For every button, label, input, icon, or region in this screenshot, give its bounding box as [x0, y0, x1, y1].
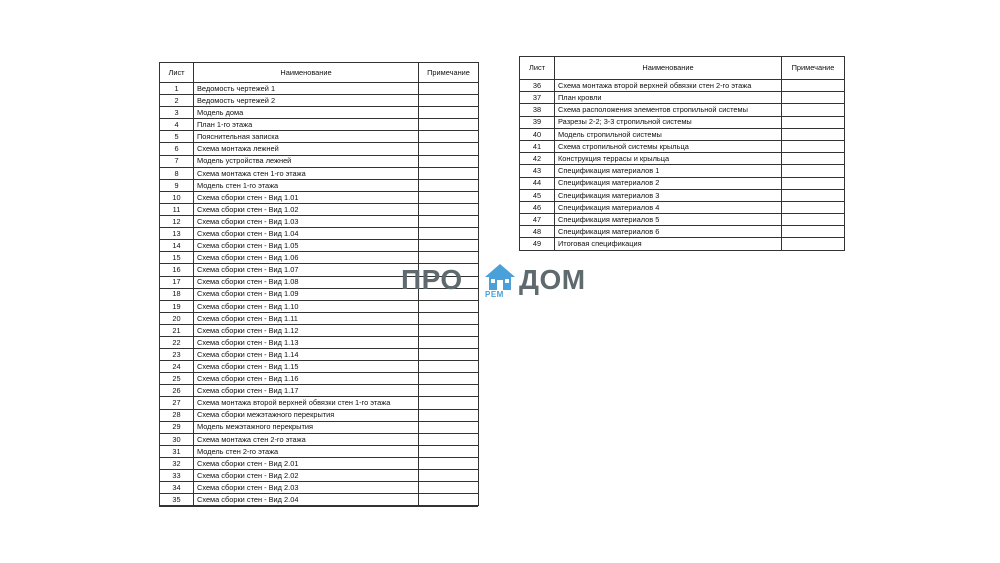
table-row: [520, 128, 845, 140]
sheet-name-cell: Схема монтажа второй верхней обвязки стен 1-го этажа: [194, 397, 419, 409]
sheet-note-cell: [419, 143, 479, 155]
sheet-note-cell: [419, 361, 479, 373]
sheet-note-cell: [419, 95, 479, 107]
sheet-note-cell: [419, 470, 479, 482]
table-row: [160, 216, 479, 228]
sheet-note-cell: [419, 457, 479, 469]
sheet-name-cell: Модель дома: [194, 107, 419, 119]
sheet-number-cell: 27: [160, 397, 194, 409]
sheet-number-cell: 9: [160, 179, 194, 191]
sheet-number-cell: 1: [160, 83, 194, 95]
sheet-number-cell: 22: [160, 336, 194, 348]
sheet-name-cell: План 1-го этажа: [194, 119, 419, 131]
sheet-name-cell: Модель стен 1-го этажа: [194, 179, 419, 191]
sheet-number-cell: 43: [520, 165, 555, 177]
sheet-number-cell: 7: [160, 155, 194, 167]
sheet-name-cell: Схема сборки стен - Вид 1.14: [194, 349, 419, 361]
sheet-number-cell: 29: [160, 421, 194, 433]
sheet-name-cell: Схема сборки стен - Вид 1.01: [194, 191, 419, 203]
table-header-row: [520, 57, 845, 80]
sheet-name-cell: Спецификация материалов 1: [555, 165, 782, 177]
sheet-number-cell: 10: [160, 191, 194, 203]
sheet-name-cell: Ведомость чертежей 2: [194, 95, 419, 107]
table-row: [520, 104, 845, 116]
sheet-name-cell: Схема сборки стен - Вид 1.13: [194, 336, 419, 348]
sheet-number-cell: 35: [160, 494, 194, 506]
table-row: [160, 324, 479, 336]
table-row: [160, 445, 479, 457]
sheet-note-cell: [419, 445, 479, 457]
sheet-number-cell: 16: [160, 264, 194, 276]
table-row: [160, 336, 479, 348]
sheet-number-cell: 37: [520, 92, 555, 104]
sheet-name-cell: Конструкция террасы и крыльца: [555, 153, 782, 165]
sheet-name-cell: Схема монтажа лежней: [194, 143, 419, 155]
sheet-number-cell: 33: [160, 470, 194, 482]
sheet-name-cell: Схема сборки стен - Вид 1.09: [194, 288, 419, 300]
sheet-number-cell: 18: [160, 288, 194, 300]
sheet-note-cell: [782, 80, 845, 92]
sheet-name-cell: Схема сборки стен - Вид 2.02: [194, 470, 419, 482]
sheet-name-cell: Схема сборки стен - Вид 1.08: [194, 276, 419, 288]
sheet-note-cell: [419, 83, 479, 95]
sheet-note-cell: [419, 216, 479, 228]
sheet-note-cell: [419, 312, 479, 324]
sheet-note-cell: [419, 373, 479, 385]
sheet-note-cell: [419, 349, 479, 361]
sheet-number-cell: 5: [160, 131, 194, 143]
table-row: [520, 80, 845, 92]
sheet-note-cell: [782, 177, 845, 189]
header-note: Примечание: [419, 63, 479, 83]
table-row: [160, 228, 479, 240]
sheet-name-cell: Схема стропильной системы крыльца: [555, 140, 782, 152]
sheet-note-cell: [419, 191, 479, 203]
table-row: [160, 107, 479, 119]
sheet-name-cell: Схема монтажа стен 2-го этажа: [194, 433, 419, 445]
sheet-note-cell: [419, 494, 479, 506]
sheet-note-cell: [782, 104, 845, 116]
table-row: [160, 349, 479, 361]
table-body-right: [520, 80, 845, 251]
sheet-number-cell: 48: [520, 226, 555, 238]
sheet-number-cell: 25: [160, 373, 194, 385]
table-row: [160, 361, 479, 373]
sheet-number-cell: 26: [160, 385, 194, 397]
sheet-note-cell: [782, 201, 845, 213]
sheet-number-cell: 24: [160, 361, 194, 373]
table-row: [520, 238, 845, 250]
sheet-number-cell: 32: [160, 457, 194, 469]
sheet-note-cell: [419, 324, 479, 336]
sheet-note-cell: [419, 409, 479, 421]
header-name: Наименование: [555, 57, 782, 80]
sheet-number-cell: 23: [160, 349, 194, 361]
sheet-name-cell: Схема сборки стен - Вид 1.06: [194, 252, 419, 264]
table-row: [520, 214, 845, 226]
sheet-number-cell: 14: [160, 240, 194, 252]
sheet-note-cell: [782, 128, 845, 140]
sheet-number-cell: 46: [520, 201, 555, 213]
table-row: [160, 397, 479, 409]
sheet-name-cell: Схема сборки стен - Вид 1.10: [194, 300, 419, 312]
sheet-number-cell: 4: [160, 119, 194, 131]
sheet-note-cell: [782, 165, 845, 177]
table-row: [160, 385, 479, 397]
table-row: [160, 470, 479, 482]
sheet-number-cell: 20: [160, 312, 194, 324]
house-icon: [483, 262, 517, 292]
sheet-number-cell: 34: [160, 482, 194, 494]
table-row: [160, 457, 479, 469]
table-row: [520, 226, 845, 238]
sheet-name-cell: Схема сборки стен - Вид 1.07: [194, 264, 419, 276]
header-note: Примечание: [782, 57, 845, 80]
sheet-note-cell: [782, 92, 845, 104]
table-header-row: [160, 63, 479, 83]
sheet-name-cell: Схема сборки стен - Вид 1.11: [194, 312, 419, 324]
sheet-note-cell: [419, 107, 479, 119]
sheet-number-cell: 15: [160, 252, 194, 264]
sheet-note-cell: [419, 167, 479, 179]
table-row: [520, 140, 845, 152]
table-row: [160, 131, 479, 143]
table-row: [520, 92, 845, 104]
sheet-note-cell: [419, 433, 479, 445]
logo-text-rem: РЕМ: [485, 290, 504, 299]
sheet-note-cell: [782, 189, 845, 201]
table-row: [160, 203, 479, 215]
sheet-number-cell: 39: [520, 116, 555, 128]
sheet-name-cell: Спецификация материалов 5: [555, 214, 782, 226]
sheet-name-cell: Схема сборки стен - Вид 1.12: [194, 324, 419, 336]
sheet-number-cell: 11: [160, 203, 194, 215]
sheet-name-cell: План кровли: [555, 92, 782, 104]
table-row: [160, 179, 479, 191]
sheet-number-cell: 47: [520, 214, 555, 226]
sheet-name-cell: Модель устройства лежней: [194, 155, 419, 167]
sheet-note-cell: [419, 300, 479, 312]
sheet-number-cell: 17: [160, 276, 194, 288]
table-row: [160, 83, 479, 95]
table-row: [160, 155, 479, 167]
sheet-name-cell: Итоговая спецификация: [555, 238, 782, 250]
sheet-note-cell: [782, 116, 845, 128]
sheet-number-cell: 3: [160, 107, 194, 119]
table-row: [160, 191, 479, 203]
sheet-number-cell: 6: [160, 143, 194, 155]
sheet-note-cell: [419, 131, 479, 143]
sheet-number-cell: 13: [160, 228, 194, 240]
sheet-note-cell: [419, 228, 479, 240]
sheet-name-cell: Схема расположения элементов стропильной системы: [555, 104, 782, 116]
sheet-name-cell: Пояснительная записка: [194, 131, 419, 143]
sheet-name-cell: Схема сборки стен - Вид 1.02: [194, 203, 419, 215]
sheet-number-cell: 40: [520, 128, 555, 140]
sheet-number-cell: 12: [160, 216, 194, 228]
sheet-name-cell: Схема сборки стен - Вид 1.16: [194, 373, 419, 385]
sheet-note-cell: [782, 153, 845, 165]
header-sheet: Лист: [520, 57, 555, 80]
sheet-name-cell: Схема сборки стен - Вид 1.04: [194, 228, 419, 240]
sheet-number-cell: 21: [160, 324, 194, 336]
table-row: [160, 409, 479, 421]
table-row: [520, 201, 845, 213]
header-name: Наименование: [194, 63, 419, 83]
sheet-number-cell: 31: [160, 445, 194, 457]
sheet-number-cell: 19: [160, 300, 194, 312]
sheet-name-cell: Схема монтажа второй верхней обвязки стен 2-го этажа: [555, 80, 782, 92]
table-row: [520, 177, 845, 189]
table-row: [160, 143, 479, 155]
sheet-note-cell: [419, 336, 479, 348]
sheet-note-cell: [419, 482, 479, 494]
sheet-name-cell: Спецификация материалов 2: [555, 177, 782, 189]
sheet-note-cell: [419, 203, 479, 215]
sheet-number-cell: 8: [160, 167, 194, 179]
table-row: [160, 373, 479, 385]
sheet-note-cell: [782, 238, 845, 250]
sheet-note-cell: [419, 155, 479, 167]
sheet-name-cell: Спецификация материалов 4: [555, 201, 782, 213]
table-row: [520, 116, 845, 128]
sheet-name-cell: Схема сборки стен - Вид 1.03: [194, 216, 419, 228]
sheet-name-cell: Модель стен 2-го этажа: [194, 445, 419, 457]
header-sheet: Лист: [160, 63, 194, 83]
table-row: [160, 482, 479, 494]
sheet-name-cell: Схема монтажа стен 1-го этажа: [194, 167, 419, 179]
sheet-number-cell: 42: [520, 153, 555, 165]
sheet-number-cell: 44: [520, 177, 555, 189]
sheet-name-cell: Спецификация материалов 6: [555, 226, 782, 238]
sheet-number-cell: 36: [520, 80, 555, 92]
sheet-name-cell: Схема сборки межэтажного перекрытия: [194, 409, 419, 421]
sheet-note-cell: [419, 179, 479, 191]
sheet-name-cell: Разрезы 2-2; 3-3 стропильной системы: [555, 116, 782, 128]
sheet-name-cell: Схема сборки стен - Вид 1.15: [194, 361, 419, 373]
table-row: [520, 165, 845, 177]
table-row: [160, 95, 479, 107]
drawings-list-table-right: [519, 56, 845, 251]
sheet-note-cell: [419, 240, 479, 252]
table-row: [160, 433, 479, 445]
sheet-name-cell: Схема сборки стен - Вид 1.05: [194, 240, 419, 252]
sheet-number-cell: 30: [160, 433, 194, 445]
sheet-name-cell: Ведомость чертежей 1: [194, 83, 419, 95]
table-row: [520, 153, 845, 165]
table-row: [160, 421, 479, 433]
sheet-name-cell: Схема сборки стен - Вид 2.04: [194, 494, 419, 506]
sheet-note-cell: [782, 214, 845, 226]
table-row: [160, 240, 479, 252]
table-row: [160, 119, 479, 131]
sheet-name-cell: Модель стропильной системы: [555, 128, 782, 140]
sheet-name-cell: Схема сборки стен - Вид 1.17: [194, 385, 419, 397]
sheet-note-cell: [419, 385, 479, 397]
sheet-name-cell: Спецификация материалов 3: [555, 189, 782, 201]
sheet-number-cell: 49: [520, 238, 555, 250]
sheet-number-cell: 28: [160, 409, 194, 421]
sheet-note-cell: [782, 140, 845, 152]
sheet-number-cell: 38: [520, 104, 555, 116]
logo-text-pro: ПРО: [401, 264, 463, 295]
sheet-number-cell: 41: [520, 140, 555, 152]
table-row: [160, 312, 479, 324]
table-row: [160, 494, 479, 506]
cut-off-row: [159, 506, 478, 509]
sheet-note-cell: [419, 421, 479, 433]
sheet-name-cell: Схема сборки стен - Вид 2.03: [194, 482, 419, 494]
sheet-number-cell: 2: [160, 95, 194, 107]
sheet-note-cell: [419, 119, 479, 131]
table-row: [160, 300, 479, 312]
table-row: [520, 189, 845, 201]
sheet-number-cell: 45: [520, 189, 555, 201]
sheet-note-cell: [782, 226, 845, 238]
sheet-name-cell: Модель межэтажного перекрытия: [194, 421, 419, 433]
sheet-name-cell: Схема сборки стен - Вид 2.01: [194, 457, 419, 469]
sheet-note-cell: [419, 397, 479, 409]
table-row: [160, 167, 479, 179]
logo-text-dom: ДОМ: [519, 264, 586, 295]
pro-dom-logo: [401, 262, 601, 302]
